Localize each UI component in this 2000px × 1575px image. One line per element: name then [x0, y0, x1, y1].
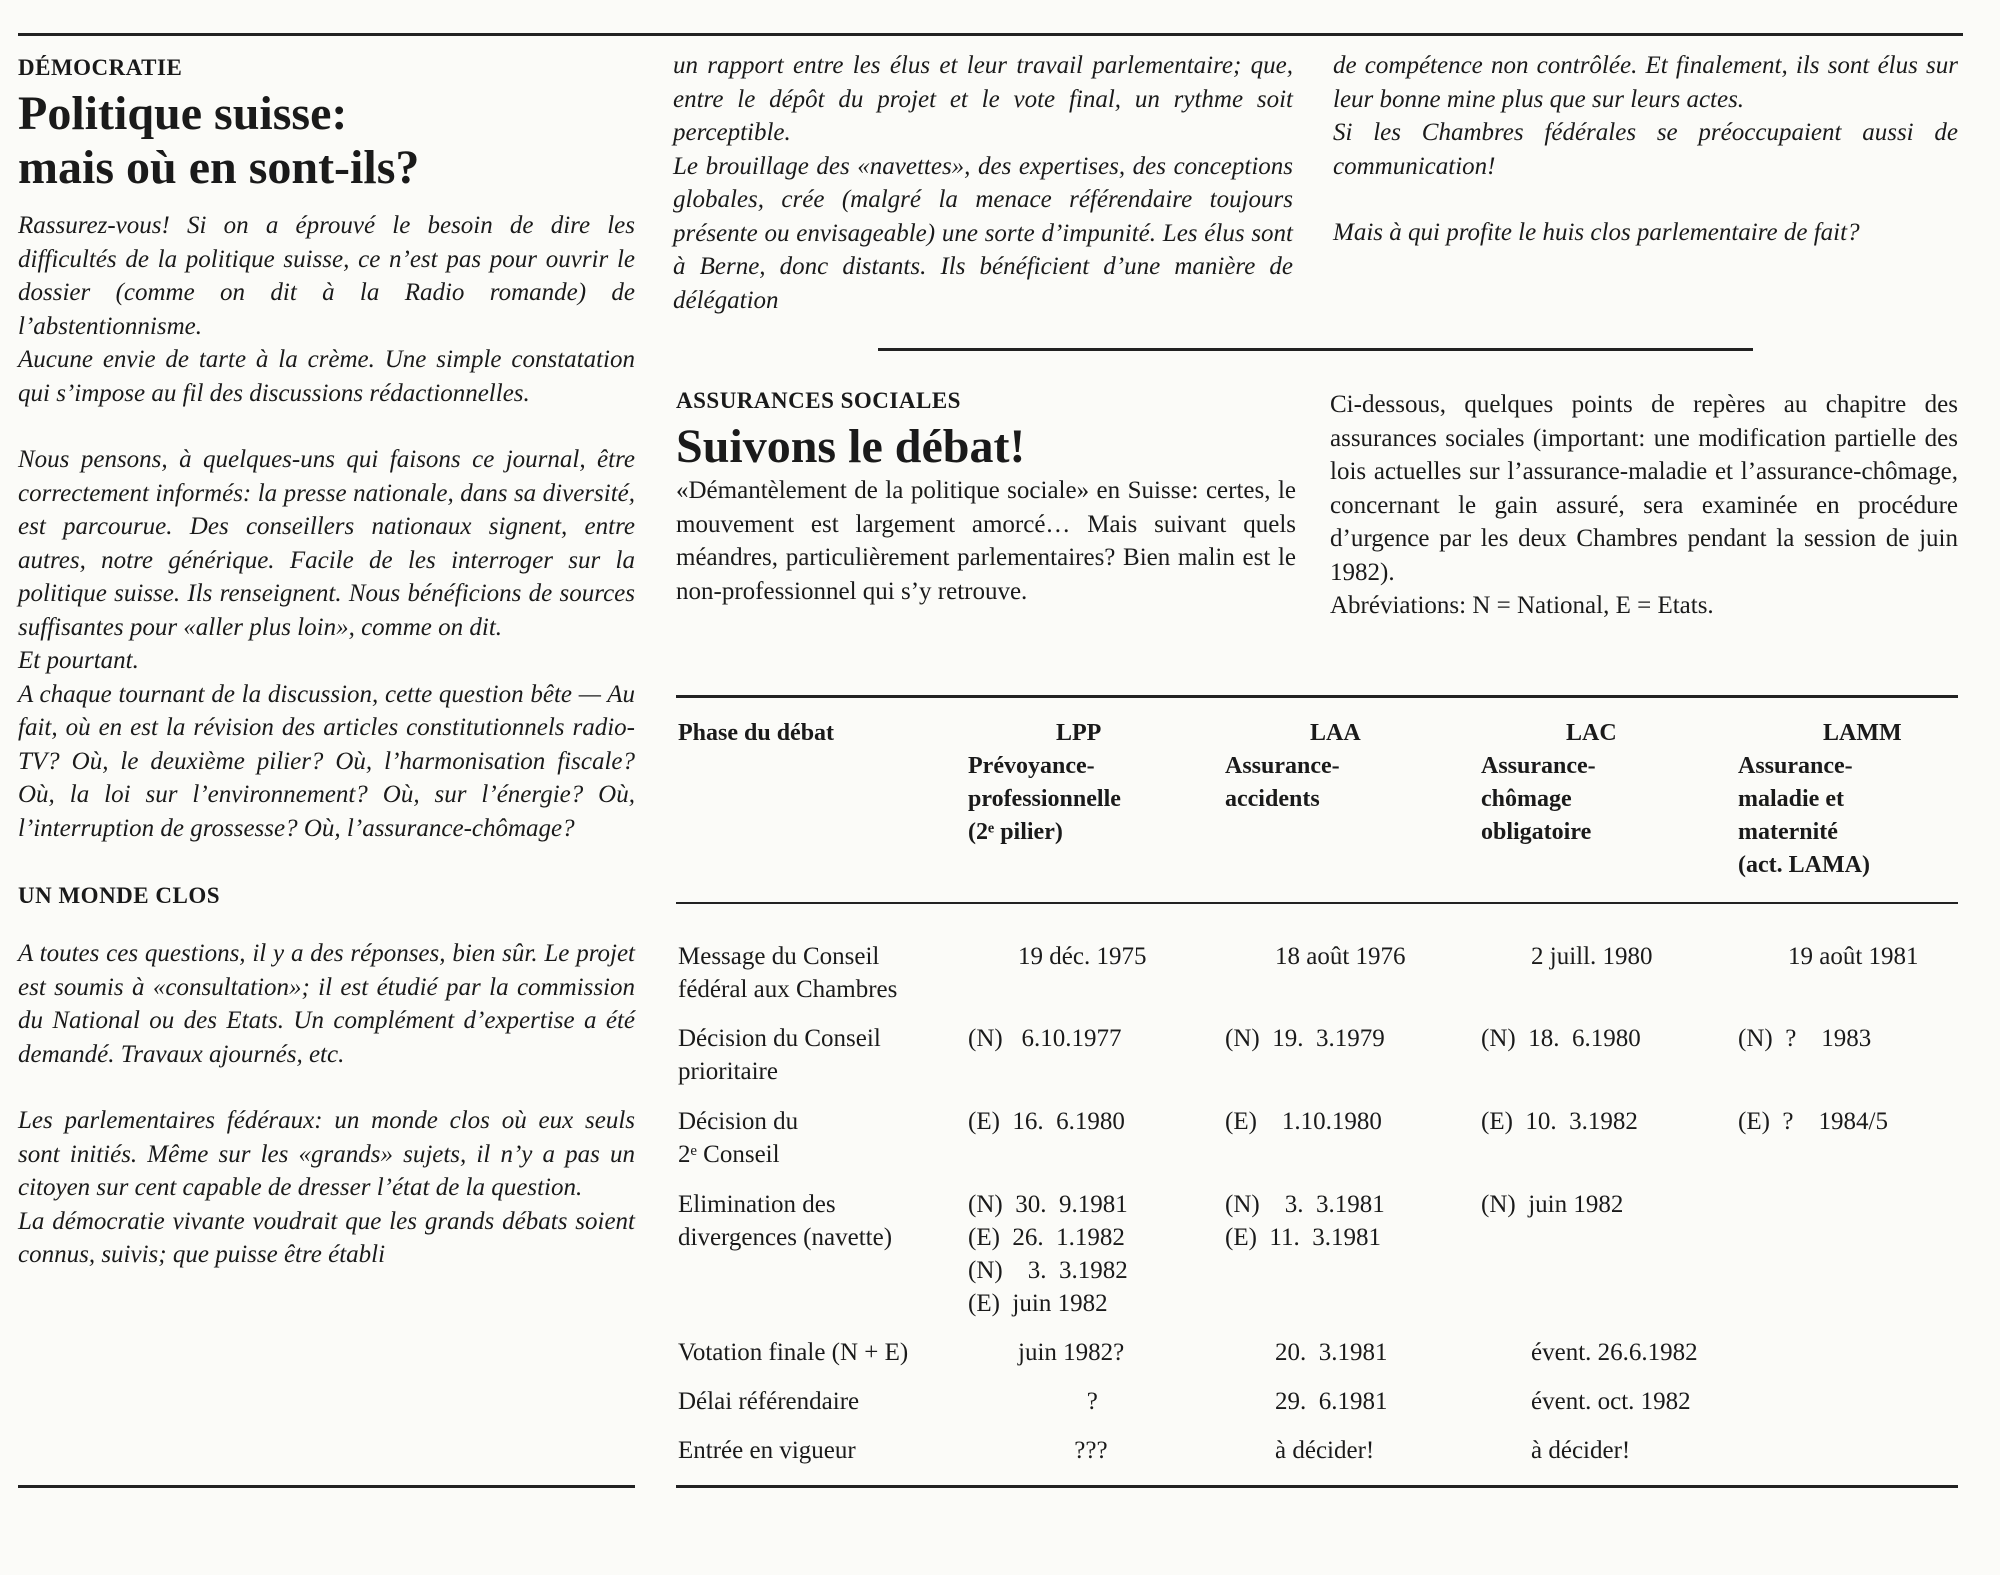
table-cell: (E) 16. 6.1980	[968, 1108, 1125, 1135]
column1-bottom-rule	[18, 1485, 635, 1488]
table-header-desc: maladie et	[1738, 786, 1844, 812]
table-cell: évent. oct. 1982	[1481, 1388, 1691, 1415]
paragraph: A chaque tournant de la discussion, cette question bête — Au fait, où en est la révision des articles constitutionnels radio-TV? Où, le deuxième pilier? Où, l’harmonisation fiscale? Où, la loi sur l’environnement? Où, sur l’énergie? Où, l’interruption de grossesse? Où, l’assurance-chômage?	[18, 680, 635, 842]
paragraph: Et pourtant.	[18, 647, 139, 674]
table-row-label: prioritaire	[678, 1058, 778, 1085]
section-separator-rule	[878, 348, 1753, 351]
table-header-desc: chômage	[1481, 786, 1572, 812]
paragraph: Les parlementaires fédéraux: un monde clos où eux seuls sont initiés. Même sur les «grands» sujets, il n’y a pas un citoyen sur cent capable de dresser l’état de la question.	[18, 1107, 635, 1201]
table-header-desc: (2ᵉ pilier)	[968, 819, 1063, 845]
paragraph: Aucune envie de tarte à la crème. Une simple constatation qui s’impose au fil des discussions rédactionnelles.	[18, 346, 635, 407]
table-header-code: LPP	[1056, 720, 1102, 746]
section-label-assurances: ASSURANCES SOCIALES	[676, 388, 961, 413]
table-header-desc: (act. LAMA)	[1738, 852, 1870, 878]
table-header-desc: accidents	[1225, 786, 1320, 812]
table-header-desc: obligatoire	[1481, 819, 1592, 845]
table-cell: (N) ? 1983	[1738, 1025, 1872, 1052]
table-row-label: Décision du	[678, 1108, 799, 1135]
democratie-column-2	[673, 49, 1293, 317]
table-cell: (N) 6.10.1977	[968, 1025, 1122, 1052]
paragraph: A toutes ces questions, il y a des réponses, bien sûr. Le projet est soumis à «consultation»; il est étudié par la commission du National ou des Etats. Un complément d’expertise a été demandé. Travaux ajournés, etc.	[18, 940, 635, 1068]
table-header-desc: Assurance-	[1481, 753, 1596, 779]
table-cell: évent. 26.6.1982	[1481, 1339, 1698, 1366]
paragraph: Si les Chambres fédérales se préoccupaient aussi de communication!	[1333, 119, 1958, 180]
table-cell: (N) 18. 6.1980	[1481, 1025, 1641, 1052]
article-title-line1: Politique suisse:	[18, 87, 348, 140]
table-header-desc: Assurance-	[1225, 753, 1340, 779]
table-cell: (N) 30. 9.1981	[968, 1191, 1128, 1218]
table-cell: (N) juin 1982	[1481, 1191, 1624, 1218]
paragraph: Le brouillage des «navettes», des expertises, des conceptions globales, crée (malgré la menace référendaire toujours présente ou envisageable) une sorte d’impunité. Les élus sont à Berne, donc distants. Ils bénéficient d’une manière de délégation	[673, 152, 1293, 314]
paragraph-group-a	[18, 209, 635, 410]
table-cell: ?	[968, 1388, 1098, 1415]
table-top-rule	[676, 695, 1958, 698]
paragraph-group-b	[18, 443, 635, 845]
table-cell: (N) 3. 3.1981	[1225, 1191, 1385, 1218]
subheading-monde-clos: UN MONDE CLOS	[18, 883, 221, 908]
table-row-label: Message du Conseil	[678, 943, 880, 970]
table-cell: 29. 6.1981	[1225, 1388, 1388, 1415]
table-row-label: Décision du Conseil	[678, 1025, 881, 1052]
assurances-title: Suivons le débat!	[676, 420, 1026, 473]
table-cell: 18 août 1976	[1225, 943, 1406, 970]
paragraph: de compétence non contrôlée. Et finalement, ils sont élus sur leur bonne mine plus que sur leurs actes.	[1333, 52, 1958, 113]
table-header-code: LAMM	[1823, 720, 1902, 746]
article-title-line2: mais où en sont-ils?	[18, 141, 420, 194]
paragraph: Nous pensons, à quelques-uns qui faisons ce journal, être correctement informés: la presse nationale, dans sa diversité, est parcourue. Des conseillers nationaux signent, entre autres, notre générique. Facile de les interroger sur la politique suisse. Ils renseignent. Nous bénéficions de sources suffisantes pour «aller plus loin», comme on dit.	[18, 446, 635, 641]
table-header-desc: Prévoyance-	[968, 753, 1095, 779]
table-row-label: Elimination des	[678, 1191, 836, 1218]
table-cell: 19 août 1981	[1738, 943, 1919, 970]
table-row-label: Entrée en vigueur	[678, 1437, 856, 1464]
table-cell: (E) 26. 1.1982	[968, 1224, 1125, 1251]
table-row-label: 2ᵉ Conseil	[678, 1141, 780, 1168]
table-cell: (E) ? 1984/5	[1738, 1108, 1888, 1135]
table-bottom-rule	[676, 1485, 1958, 1488]
assurances-right	[1330, 388, 1958, 623]
abbreviations: Abréviations: N = National, E = Etats.	[1330, 592, 1714, 619]
table-row-label: Délai référendaire	[678, 1388, 860, 1415]
table-cell: 2 juill. 1980	[1481, 943, 1653, 970]
table-cell: (N) 19. 3.1979	[1225, 1025, 1385, 1052]
table-cell: (E) 11. 3.1981	[1225, 1224, 1381, 1251]
table-header-desc: maternité	[1738, 819, 1838, 845]
closing-question: Mais à qui profite le huis clos parlementaire de fait?	[1333, 219, 1860, 246]
table-cell: (E) 1.10.1980	[1225, 1108, 1382, 1135]
table-header-rule	[676, 902, 1958, 904]
table-cell: (E) juin 1982	[968, 1290, 1108, 1317]
paragraph-group-c	[18, 937, 635, 1071]
paragraph-group-d	[18, 1104, 635, 1272]
table-cell: (N) 3. 3.1982	[968, 1257, 1128, 1284]
table-header-code: LAC	[1566, 720, 1617, 746]
assurances-left	[676, 388, 1296, 608]
paragraph: Rassurez-vous! Si on a éprouvé le besoin de dire les difficultés de la politique suisse, ce n’est pas pour ouvrir le dossier (comme on dit à la Radio romande) de l’abstentionnisme.	[18, 212, 635, 340]
table-cell: 19 déc. 1975	[968, 943, 1147, 970]
table-cell: à décider!	[1225, 1437, 1375, 1464]
table-cell: à décider!	[1481, 1437, 1631, 1464]
table-row-label: divergences (navette)	[678, 1224, 893, 1251]
table-row-label: fédéral aux Chambres	[678, 976, 898, 1003]
table-header-desc: Assurance-	[1738, 753, 1853, 779]
top-rule	[18, 33, 1963, 36]
table-header-code: LAA	[1310, 720, 1361, 746]
table-cell: ???	[968, 1437, 1108, 1464]
paragraph: La démocratie vivante voudrait que les grands débats soient connus, suivis; que puisse être établi	[18, 1207, 635, 1268]
democratie-column-3	[1333, 49, 1958, 250]
section-label-democratie: DÉMOCRATIE	[18, 55, 183, 80]
democratie-column	[18, 55, 635, 1272]
assurances-intro: «Démantèlement de la politique sociale» en Suisse: certes, le mouvement est largement amorcé… Mais suivant quels méandres, particulièrement parlementaires? Bien malin est le non-professionnel qui s’y retrouve.	[676, 477, 1296, 605]
table-header-phase: Phase du débat	[678, 720, 835, 746]
assurances-right-intro: Ci-dessous, quelques points de repères au chapitre des assurances sociales (important: une modification partielle des lois actuelles sur l’assurance-maladie et l’assurance-chômage, concernant le gain assuré, sera examinée en procédure d’urgence par les deux Chambres pendant la session de juin 1982).	[1330, 391, 1958, 586]
table-cell: juin 1982?	[968, 1339, 1125, 1366]
paragraph: un rapport entre les élus et leur travail parlementaire; que, entre le dépôt du projet et le vote final, un rythme soit perceptible.	[673, 52, 1293, 146]
table-cell: (E) 10. 3.1982	[1481, 1108, 1638, 1135]
table-row-label: Votation finale (N + E)	[678, 1339, 909, 1366]
table-header-desc: professionnelle	[968, 786, 1121, 812]
table-cell: 20. 3.1981	[1225, 1339, 1388, 1366]
